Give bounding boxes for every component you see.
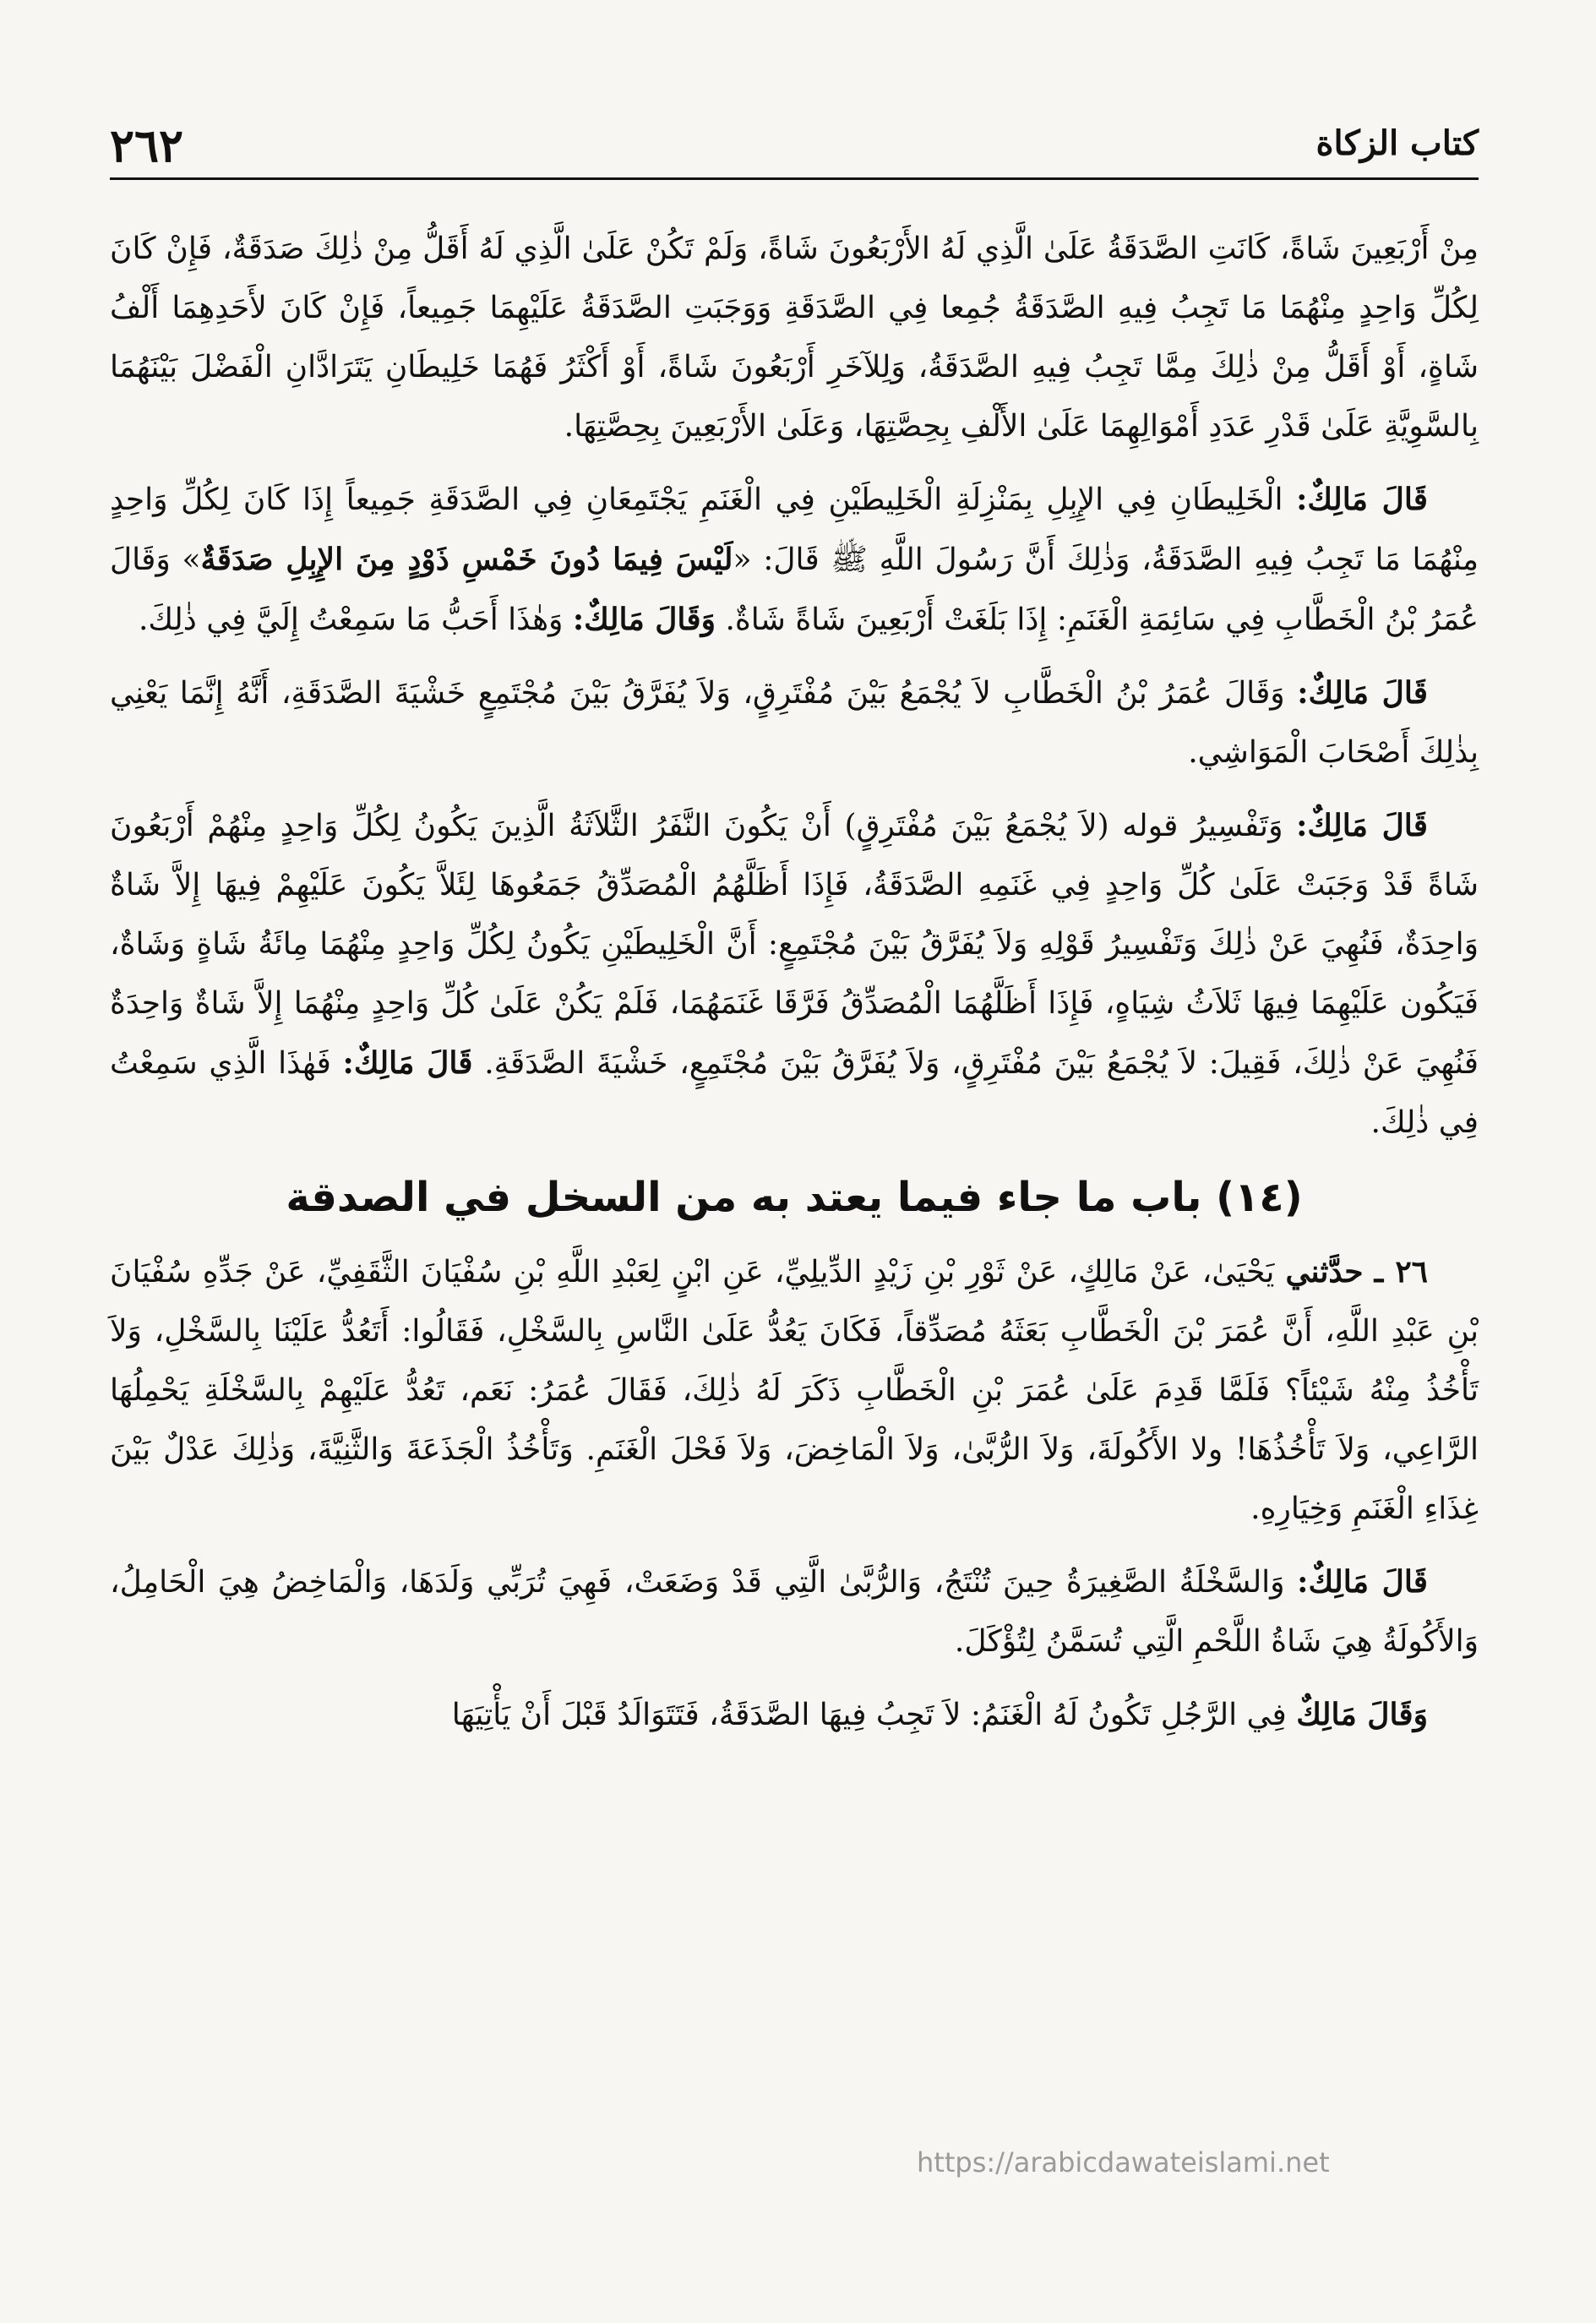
paragraph-text: فِي الرَّجُلِ تَكُونُ لَهُ الْغَنَمُ: لاَ تَجِبُ فِيهَا الصَّدَقَةُ، فَتَتَوَالَدُ قَبْلَ أَنْ يَأْتِيَهَا	[451, 1698, 1297, 1732]
paragraph-text: وَهٰذَا أَحَبُّ مَا سَمِعْتُ إِلَيَّ فِي ذٰلِكَ.	[138, 603, 573, 637]
speaker-label: قَالَ مَالِكٌ:	[1297, 675, 1428, 711]
page-number: ٢٦٢	[110, 118, 184, 172]
paragraph-malik-sakhla	[110, 1552, 1479, 1671]
paragraph-text: مِنْ أَرْبَعِينَ شَاةً، كَانَتِ الصَّدَقَةُ عَلَىٰ الَّذِي لَهُ الأَرْبَعُونَ شَاةً، وَلَمْ تَكُنْ عَلَىٰ الَّذِي لَهُ أَقَلُّ مِنْ ذٰلِكَ صَدَقَةٌ، فَإِنْ كَانَ لِكُلِّ وَاحِدٍ مِنْهُمَا مَا تَجِبُ فِيهِ الصَّدَقَةُ جُمِعا فِي الصَّدَقَةِ وَوَجَبَتِ الصَّدَقَةُ عَلَيْهِمَا جَمِيعاً، فَإِنْ كَانَ لأَحَدِهِمَا أَلْفُ شَاةٍ، أَوْ أَقَلُّ مِنْ ذٰلِكَ مِمَّا تَجِبُ فِيهِ الصَّدَقَةُ، وَلِلآخَرِ أَرْبَعُونَ شَاةً، أَوْ أَكْثَرُ فَهُمَا خَلِيطَانِ يَتَرَادَّانِ الْفَضْلَ بَيْنَهُمَا بِالسَّوِيَّةِ عَلَىٰ قَدْرِ عَدَدِ أَمْوَالِهِمَا عَلَىٰ الأَلْفِ بِحِصَّتِهَا، وَعَلَىٰ الأَرْبَعِينَ بِحِصَّتِهَا.	[110, 232, 1479, 444]
narrator-label: حدَّثني	[1285, 1254, 1364, 1290]
paragraph-text: فَهٰذَا الَّذِي سَمِعْتُ فِي ذٰلِكَ.	[110, 1046, 1479, 1140]
speaker-label: قَالَ مَالِكٌ:	[1296, 482, 1428, 517]
speaker-label: قَالَ مَالِكٌ:	[1296, 808, 1428, 843]
page-content	[110, 220, 1479, 1759]
paragraph-text: وَتَفْسِيرُ قوله (لاَ يُجْمَعُ بَيْنَ مُفْتَرِقٍ) أَنْ يَكُونَ النَّفَرُ الثَّلاَثَةُ الَّذِينَ يَكُونُ لِكُلِّ وَاحِدٍ مِنْهُمْ أَرْبَعُونَ شَاةً قَدْ وَجَبَتْ عَلَىٰ كُلِّ وَاحِدٍ فِي غَنَمِهِ الصَّدَقَةُ، فَإِذَا أَظَلَّهُمُ الْمُصَدِّقُ جَمَعُوهَا لِئَلاَّ يَكُونَ عَلَيْهِمْ فِيهَا إِلاَّ شَاةٌ وَاحِدَةٌ، فَنُهِيَ عَنْ ذٰلِكَ وَتَفْسِيرُ قَوْلِهِ وَلاَ يُفَرَّقُ بَيْنَ مُجْتَمِعٍ: أَنَّ الْخَلِيطَيْنِ يَكُونُ لِكُلِّ وَاحِدٍ مِنْهُمَا مِائَةُ شَاةٍ وَشَاةٌ، فَيَكُون عَلَيْهِمَا فِيهَا ثَلاَثُ شِيَاهٍ، فَإِذَا أَظَلَّهُمَا الْمُصَدِّقُ فَرَّقَا غَنَمَهُمَا، فَلَمْ يَكُنْ عَلَىٰ كُلِّ وَاحِدٍ مِنْهُمَا إِلاَّ شَاةٌ وَاحِدَةٌ فَنُهِيَ عَنْ ذٰلِكَ، فَقِيلَ: لاَ يُجْمَعُ بَيْنَ مُفْتَرِقٍ، وَلاَ يُفَرَّقُ بَيْنَ مُجْتَمِعٍ، خَشْيَةَ الصَّدَقَةِ.	[110, 809, 1479, 1081]
header-rule	[110, 177, 1479, 180]
paragraph-continuation	[110, 220, 1479, 456]
hadith-quote: لَيْسَ فِيمَا دُونَ خَمْسِ ذَوْدٍ مِنَ الإِبِلِ صَدَقَةٌ	[200, 542, 733, 577]
paragraph-malik-khalitan	[110, 470, 1479, 650]
hadith-26	[110, 1242, 1479, 1539]
watermark-url: https://arabicdawateislami.net	[917, 2146, 1330, 2178]
paragraph-malik-umar	[110, 663, 1479, 783]
hadith-text: يَحْيَىٰ، عَنْ مَالِكٍ، عَنْ ثَوْرِ بْنِ زَيْدٍ الدِّيلِيِّ، عَنِ ابْنٍ لِعَبْدِ اللَّهِ بْنِ سُفْيَانَ الثَّقَفِيِّ، عَنْ جَدِّهِ سُفْيَانَ بْنِ عَبْدِ اللَّهِ، أَنَّ عُمَرَ بْنَ الْخَطَّابِ بَعَثَهُ مُصَدِّقاً، فَكَانَ يَعُدُّ عَلَىٰ النَّاسِ بِالسَّخْلِ، فَقَالُوا: أَتَعُدُّ عَلَيْنَا بِالسَّخْلِ، وَلاَ تَأْخُذُ مِنْهُ شَيْئاً؟ فَلَمَّا قَدِمَ عَلَىٰ عُمَرَ بْنِ الْخَطَّابِ ذَكَرَ لَهُ ذٰلِكَ، فَقَالَ عُمَرُ: نَعَم، تَعُدُّ عَلَيْهِمْ بِالسَّخْلَةِ يَحْمِلُهَا الرَّاعِي، وَلاَ تَأْخُذُهَا! ولا الأَكُولَةَ، وَلاَ الرُّبَّىٰ، وَلاَ الْمَاخِضَ، وَلاَ فَحْلَ الْغَنَمِ. وَتَأْخُذُ الْجَذَعَةَ وَالثَّنِيَّةَ، وَذٰلِكَ عَدْلٌ بَيْنَ غِذَاءِ الْغَنَمِ وَخِيَارِهِ.	[110, 1255, 1479, 1526]
paragraph-text: » وَقَالَ عُمَرُ بْنُ الْخَطَّابِ فِي سَائِمَةِ الْغَنَمِ: إِذَا بَلَغَتْ أَرْبَعِينَ شَاةً شَاةٌ.	[110, 543, 1479, 637]
page-header	[110, 101, 1479, 177]
speaker-label: وَقَالَ مَالِكٌ:	[572, 602, 716, 637]
book-title: كتاب الزكاة	[1315, 123, 1479, 163]
paragraph-text: وَالسَّخْلَةُ الصَّغِيرَةُ حِينَ تُنْتَجُ، وَالرُّبَّىٰ الَّتِي قَدْ وَضَعَتْ، فَهِيَ تُرَبِّي وَلَدَهَا، وَالْمَاخِضُ هِيَ الْحَامِلُ، وَالأَكُولَةُ هِيَ شَاةُ اللَّحْمِ الَّتِي تُسَمَّنُ لِتُؤْكَلَ.	[110, 1565, 1479, 1659]
chapter-heading: (١٤) باب ما جاء فيما يعتد به من السخل في الصدقة	[286, 1174, 1303, 1221]
paragraph-text: الْخَلِيطَانِ فِي الإِبِلِ بِمَنْزِلَةِ الْخَلِيطَيْنِ فِي الْغَنَمِ يَجْتَمِعَانِ فِي الصَّدَقَةِ جَمِيعاً إِذَا كَانَ لِكُلِّ وَاحِدٍ مِنْهُمَا مَا تَجِبُ فِيهِ الصَّدَقَةُ، وَذٰلِكَ أَنَّ رَسُولَ اللَّهِ ﷺ قَالَ: «	[110, 483, 1479, 577]
hadith-number: ٢٦ ـ	[1374, 1254, 1428, 1290]
paragraph-text: وَقَالَ عُمَرُ بْنُ الْخَطَّابِ لاَ يُجْمَعُ بَيْنَ مُفْتَرِقٍ، وَلاَ يُفَرَّقُ بَيْنَ مُجْتَمِعٍ خَشْيَةَ الصَّدَقَةِ، أَنَّهُ إِنَّمَا يَعْنِي بِذٰلِكَ أَصْحَابَ الْمَوَاشِي.	[110, 676, 1479, 770]
paragraph-malik-rajul	[110, 1685, 1479, 1745]
book-page	[110, 101, 1479, 2282]
speaker-label: قَالَ مَالِكٌ:	[1297, 1564, 1429, 1600]
paragraph-malik-tafsir	[110, 796, 1479, 1153]
speaker-label: وَقَالَ مَالِكٌ	[1296, 1697, 1428, 1732]
speaker-label: قَالَ مَالِكٌ:	[342, 1045, 473, 1081]
